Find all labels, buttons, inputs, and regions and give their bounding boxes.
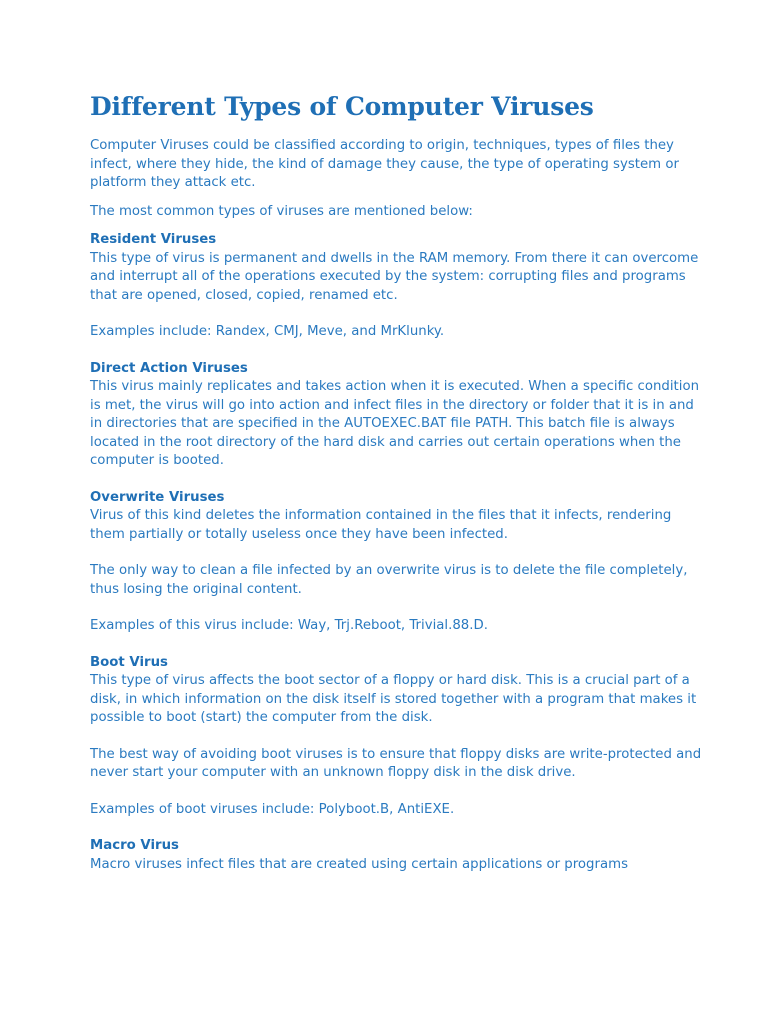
section-paragraph: The only way to clean a file infected by an overwrite virus is to delete the file completely, thus losing the original content.	[90, 563, 688, 597]
section-overwrite-viruses	[90, 489, 708, 636]
intro-paragraph: The most common types of viruses are mentioned below:	[90, 203, 473, 219]
section-heading: Overwrite Viruses	[90, 489, 225, 505]
document-title: Different Types of Computer Viruses	[90, 92, 594, 121]
section-heading: Resident Viruses	[90, 232, 217, 247]
section-macro-virus	[90, 837, 708, 874]
section-paragraph: Virus of this kind deletes the information contained in the files that it infects, rendering them partially or totally useless once they have been infected.	[90, 508, 672, 542]
section-heading: Macro Virus	[90, 838, 179, 853]
section-heading: Boot Virus	[90, 654, 168, 670]
section-paragraph: The best way of avoiding boot viruses is to ensure that floppy disks are write-protected and never start your computer with an unknown floppy disk in the disk drive.	[90, 746, 702, 780]
section-paragraph: Examples of this virus include: Way, Trj.Reboot, Trivial.88.D.	[90, 618, 488, 633]
section-resident-viruses	[90, 231, 708, 342]
section-heading: Direct Action Viruses	[90, 360, 248, 376]
section-boot-virus	[90, 654, 708, 820]
section-paragraph: Examples of boot viruses include: Polyboot.B, AntiEXE.	[90, 801, 455, 817]
section-paragraph: Macro viruses infect files that are created using certain applications or programs	[90, 856, 628, 872]
section-paragraph: This type of virus is permanent and dwells in the RAM memory. From there it can overcome and interrupt all of the operations executed by the system: corrupting files and programs that are opened, closed, copied, renamed etc.	[90, 250, 699, 303]
section-paragraph: This type of virus affects the boot sector of a floppy or hard disk. This is a crucial part of a disk, in which information on the disk itself is stored together with a program that makes it possible to boot (start) the computer from the disk.	[90, 673, 697, 725]
intro-paragraph: Computer Viruses could be classified according to origin, techniques, types of files they infect, where they hide, the kind of damage they cause, the type of operating system or platform they attack etc.	[90, 138, 679, 190]
section-direct-action-viruses	[90, 360, 708, 471]
section-paragraph: Examples include: Randex, CMJ, Meve, and MrKlunky.	[90, 324, 445, 339]
section-paragraph: This virus mainly replicates and takes action when it is executed. When a specific condition is met, the virus will go into action and infect files in the directory or folder that it is in and in directories that are specified in the AUTOEXEC.BAT file PATH. This batch file is always located in the root directory of the hard disk and carries out certain operations when the computer is booted.	[90, 379, 700, 468]
